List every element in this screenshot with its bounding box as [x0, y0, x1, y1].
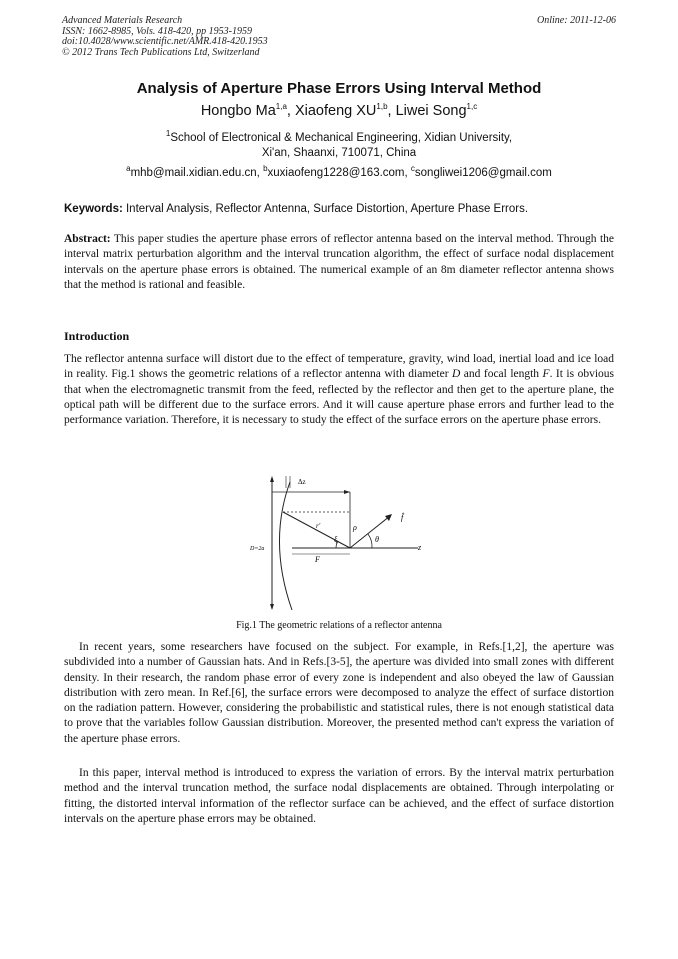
keywords-text: Interval Analysis, Reflector Antenna, Surface Distortion, Aperture Phase Errors. [122, 203, 529, 215]
paper-title: Analysis of Aperture Phase Errors Using Interval Method [136, 80, 542, 97]
email-address[interactable]: mhb@mail.xidian.edu.cn [130, 167, 257, 179]
intro-text: . It is obvious that when the electromagnetic transmit from the feed, reflected by the reflector and then get to the aperture plane, the optical path will be different due to the surface errors. And it will cause aperture phase errors and further lead to the performance variation. Therefore, it is necessary to study the effect of the surface errors on the aperture phase errors. [64, 368, 614, 427]
author-sep: , [286, 103, 295, 119]
email-sup: a [126, 164, 131, 174]
var-f: F [542, 368, 550, 381]
keywords-label: Keywords: [64, 203, 123, 215]
intro-text: and focal length [460, 368, 543, 381]
theta-arc [368, 534, 372, 548]
label-z: z [418, 543, 422, 552]
f-hat-ray [350, 516, 390, 548]
abstract-text: This paper studies the aperture phase errors of reflector antenna based on the interval method. Through the interval matrix perturbation algorithm and the interval truncation algorithm, the effect of surface nodal displacement intervals on the aperture phase errors is obtained. The numerical example of an 8m diameter reflector antenna shows that the method is rational and feasible. [64, 233, 614, 291]
figure-caption: Fig.1 The geometric relations of a reflector antenna [236, 620, 442, 631]
label-dz: Δz [298, 478, 306, 486]
intro-paragraph-2: In recent years, some researchers have focused on the subject. For example, in Refs.[1,2], the aperture was subdivided into a number of Gaussian hats. And in Refs.[3-5], the aperture was divided into small zones with different density. In their research, the random phase error of every zone is independent and also obeyed the law of Gaussian distribution with zero mean. In Ref.[6], the surface errors were decomposed to analyze the effect of surface distortion on the radiation pattern. However, considering the probabilistic and statistical rules, there is not enough statistical data to prove that the variables follow Gaussian distribution. Moreover, the presented method can't express the variation of the aperture phase errors. [64, 641, 614, 745]
abstract-label: Abstract: [64, 233, 111, 245]
email-list [0, 164, 678, 179]
label-rho: ρ [353, 523, 357, 532]
intro-paragraph-3: In this paper, interval method is introduced to express the variation of errors. By the interval matrix perturbation method and the interval truncation method, the surface nodal displacements are obtained. Through interpolating or fitting, the distorted interval information of the reflector surface can be achieved, and the effect of surface distortion intervals on the aperture phase errors may be obtained. [64, 767, 614, 825]
section-heading-introduction: Introduction [64, 329, 130, 343]
author-sep: , [387, 103, 396, 119]
affiliation [0, 131, 678, 161]
affil-line2: Xi'an, Shaanxi, 710071, China [261, 147, 417, 159]
author-name: Liwei Song [395, 103, 467, 119]
keywords [64, 203, 616, 215]
intro-paragraph-1 [64, 352, 614, 428]
reflector-geometry-figure [250, 472, 440, 612]
journal-header [62, 16, 268, 58]
arrow-up [270, 476, 274, 482]
label-r-prime: r' [316, 522, 321, 530]
affil-sup: 1 [165, 129, 171, 139]
abstract [64, 232, 614, 293]
reflector-curve [279, 482, 292, 610]
f-hat-arrow [385, 514, 392, 521]
ray-r-prime [283, 512, 350, 548]
author-sup: 1,b [376, 102, 388, 112]
email-sup: c [410, 164, 415, 174]
affil-line1: School of Electronical & Mechanical Engineering, Xidian University, [170, 132, 513, 144]
author-list [0, 103, 678, 119]
label-d2a: D=2a [250, 546, 265, 552]
author-sup: 1,c [466, 102, 478, 112]
journal-name: Advanced Materials Research [62, 15, 183, 26]
author-name: Hongbo Ma [200, 103, 276, 119]
intro-text: The reflector antenna surface will distort due to the effect of temperature, gravity, wind load, inertial load and ice load in reality. Fig.1 shows the geometric relations of a reflector antenna with diameter [64, 353, 614, 381]
label-theta: θ [375, 535, 379, 544]
label-f-hat: f̂ [401, 513, 404, 522]
author-sup: 1,a [275, 102, 287, 112]
email-sup: b [263, 164, 268, 174]
label-xi: ξ [334, 535, 338, 544]
email-sep: , [404, 167, 411, 179]
journal-doi: doi:10.4028/www.scientific.net/AMR.418-420.1953 [62, 36, 268, 47]
online-date: Online: 2011-12-06 [537, 15, 616, 26]
arrow-down [270, 604, 274, 610]
journal-copyright: © 2012 Trans Tech Publications Ltd, Switzerland [62, 46, 260, 58]
var-d: D [452, 368, 461, 381]
arrow-right [344, 490, 350, 494]
journal-issn: ISSN: 1662-8985, Vols. 418-420, pp 1953-1959 [62, 25, 252, 37]
author-name: Xiaofeng XU [294, 103, 377, 119]
email-address[interactable]: xuxiaofeng1228@163.com [267, 167, 405, 179]
email-sep: , [256, 167, 264, 179]
email-address[interactable]: songliwei1206@gmail.com [414, 167, 552, 179]
label-f: F [315, 555, 320, 564]
